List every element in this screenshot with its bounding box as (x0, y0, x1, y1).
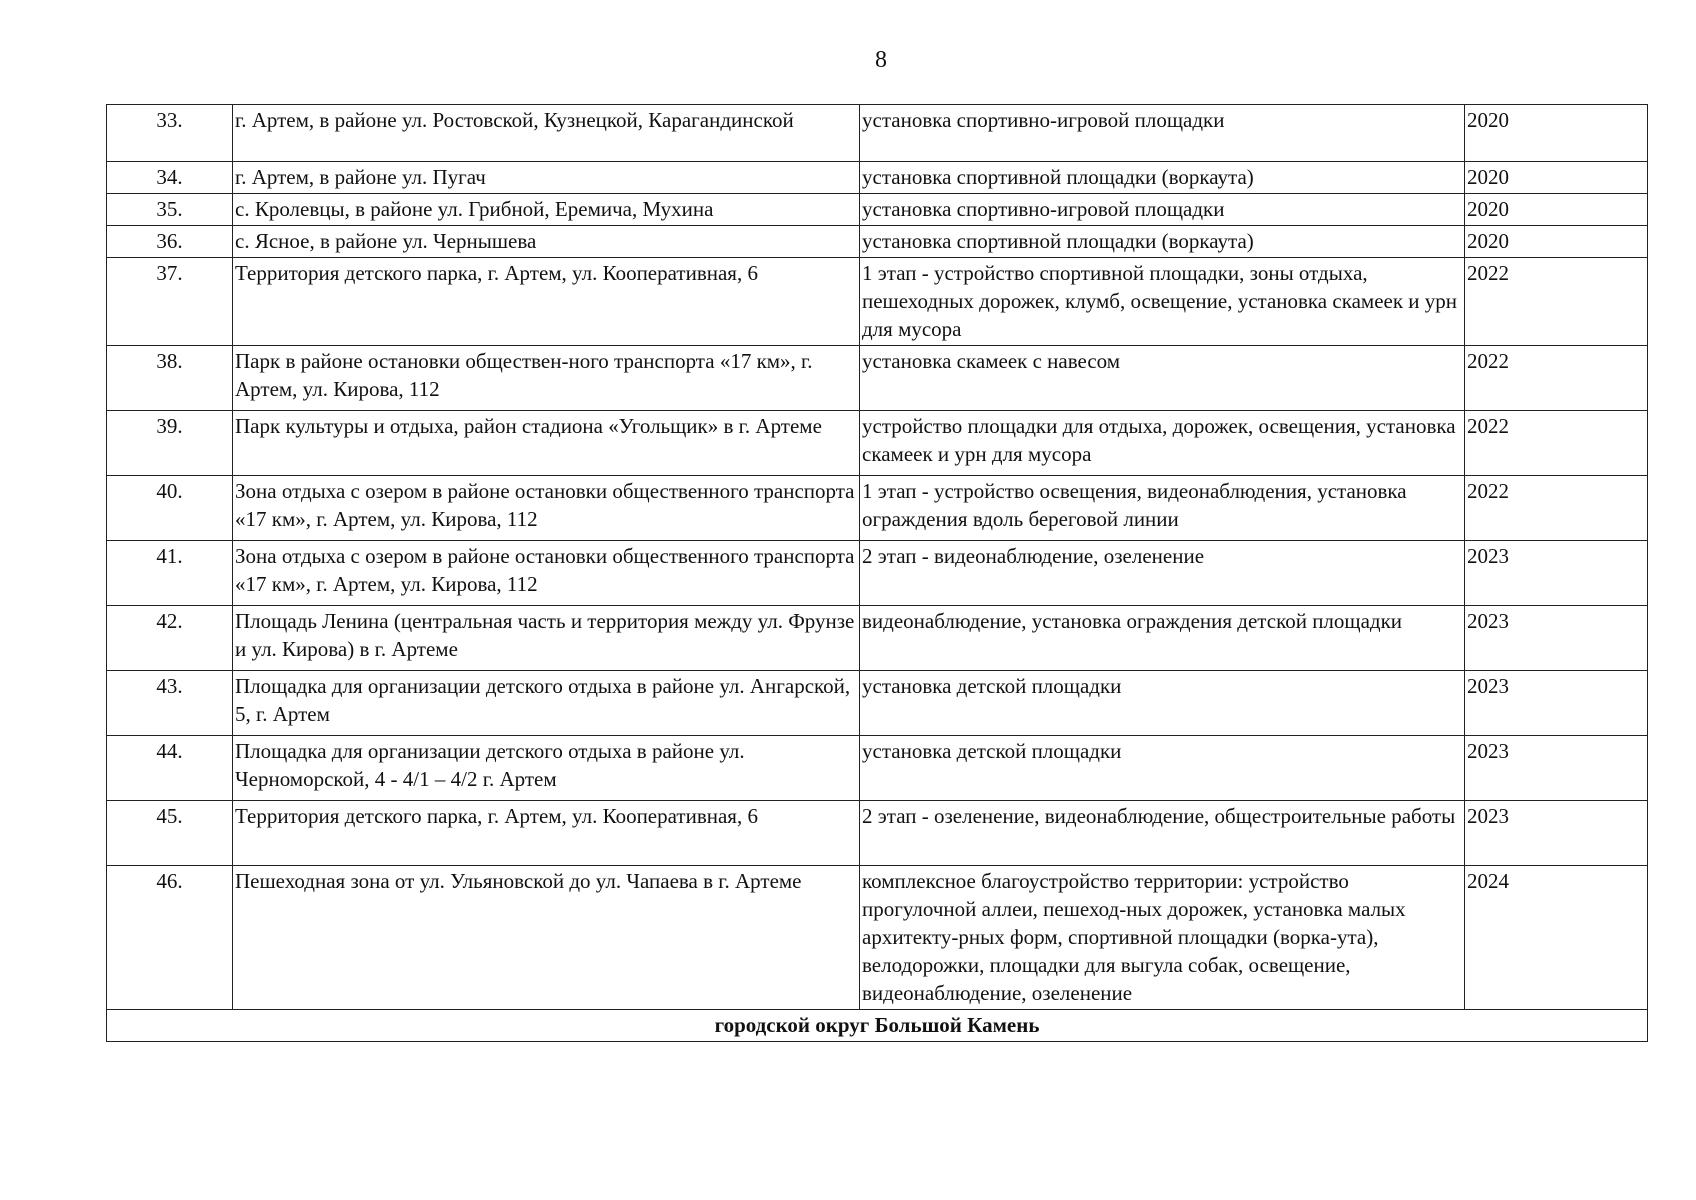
table-row (107, 105, 1648, 162)
table-row (107, 258, 1648, 346)
row-location: Территория детского парка, г. Артем, ул. Кооперативная, 6 (233, 258, 860, 346)
row-year: 2020 (1465, 105, 1648, 162)
table-row (107, 736, 1648, 801)
row-year: 2022 (1465, 476, 1648, 541)
row-number: 36. (107, 226, 233, 258)
row-year: 2022 (1465, 346, 1648, 411)
row-work: установка спортивной площадки (воркаута) (860, 226, 1465, 258)
row-year: 2024 (1465, 866, 1648, 1010)
table-row (107, 346, 1648, 411)
row-year: 2020 (1465, 194, 1648, 226)
row-location: Парк культуры и отдыха, район стадиона «Угольщик» в г. Артеме (233, 411, 860, 476)
row-work: устройство площадки для отдыха, дорожек, освещения, установка скамеек и урн для мусора (860, 411, 1465, 476)
row-year: 2023 (1465, 606, 1648, 671)
page-number: 8 (875, 47, 887, 73)
row-number: 35. (107, 194, 233, 226)
row-work: видеонаблюдение, установка ограждения детской площадки (860, 606, 1465, 671)
section-heading: городской округ Большой Камень (107, 1010, 1648, 1042)
row-location: Зона отдыха с озером в районе остановки общественного транспорта «17 км», г. Артем, ул. Кирова, 112 (233, 476, 860, 541)
table-row (107, 476, 1648, 541)
table-row (107, 801, 1648, 866)
row-work: 1 этап - устройство спортивной площадки, зоны отдыха, пешеходных дорожек, клумб, освещение, установка скамеек и урн для мусора (860, 258, 1465, 346)
row-location: Зона отдыха с озером в районе остановки общественного транспорта «17 км», г. Артем, ул. Кирова, 112 (233, 541, 860, 606)
row-year: 2023 (1465, 541, 1648, 606)
row-location: г. Артем, в районе ул. Ростовской, Кузнецкой, Карагандинской (233, 105, 860, 162)
row-work: установка спортивно-игровой площадки (860, 105, 1465, 162)
row-number: 46. (107, 866, 233, 1010)
row-work: 1 этап - устройство освещения, видеонаблюдения, установка ограждения вдоль береговой линии (860, 476, 1465, 541)
row-work: 2 этап - озеленение, видеонаблюдение, общестроительные работы (860, 801, 1465, 866)
row-work: установка спортивно-игровой площадки (860, 194, 1465, 226)
row-number: 45. (107, 801, 233, 866)
table-row (107, 194, 1648, 226)
row-year: 2022 (1465, 411, 1648, 476)
table-row (107, 866, 1648, 1010)
row-year: 2020 (1465, 162, 1648, 194)
row-location: Пешеходная зона от ул. Ульяновской до ул. Чапаева в г. Артеме (233, 866, 860, 1010)
row-location: Площадь Ленина (центральная часть и территория между ул. Фрунзе и ул. Кирова) в г. Артеме (233, 606, 860, 671)
row-number: 38. (107, 346, 233, 411)
row-number: 39. (107, 411, 233, 476)
row-number: 44. (107, 736, 233, 801)
row-location: с. Кролевцы, в районе ул. Грибной, Еремича, Мухина (233, 194, 860, 226)
table-row (107, 541, 1648, 606)
table-row (107, 162, 1648, 194)
row-work: установка скамеек с навесом (860, 346, 1465, 411)
row-number: 42. (107, 606, 233, 671)
row-work: 2 этап - видеонаблюдение, озеленение (860, 541, 1465, 606)
row-work: установка детской площадки (860, 736, 1465, 801)
row-number: 34. (107, 162, 233, 194)
row-location: Парк в районе остановки обществен-ного транспорта «17 км», г. Артем, ул. Кирова, 112 (233, 346, 860, 411)
section-heading-row (107, 1010, 1648, 1042)
row-number: 33. (107, 105, 233, 162)
row-number: 41. (107, 541, 233, 606)
row-year: 2023 (1465, 671, 1648, 736)
table-row (107, 226, 1648, 258)
row-number: 40. (107, 476, 233, 541)
row-year: 2022 (1465, 258, 1648, 346)
row-work: установка детской площадки (860, 671, 1465, 736)
row-year: 2023 (1465, 736, 1648, 801)
row-year: 2023 (1465, 801, 1648, 866)
table-row (107, 606, 1648, 671)
row-location: Площадка для организации детского отдыха в районе ул. Черноморской, 4 - 4/1 – 4/2 г. Артем (233, 736, 860, 801)
row-number: 43. (107, 671, 233, 736)
row-location: г. Артем, в районе ул. Пугач (233, 162, 860, 194)
table-row (107, 411, 1648, 476)
row-work: комплексное благоустройство территории: устройство прогулочной аллеи, пешеход-ных дорожек, установка малых архитекту-рных форм, спортивной площадки (ворка-ута), велодорожки, площадки для выгула собак, освещение, видеонаблюдение, озеленение (860, 866, 1465, 1010)
row-work: установка спортивной площадки (воркаута) (860, 162, 1465, 194)
row-location: Территория детского парка, г. Артем, ул. Кооперативная, 6 (233, 801, 860, 866)
table-row (107, 671, 1648, 736)
row-location: с. Ясное, в районе ул. Чернышева (233, 226, 860, 258)
improvement-plan-table (106, 104, 1648, 1042)
row-number: 37. (107, 258, 233, 346)
row-year: 2020 (1465, 226, 1648, 258)
row-location: Площадка для организации детского отдыха в районе ул. Ангарской, 5, г. Артем (233, 671, 860, 736)
